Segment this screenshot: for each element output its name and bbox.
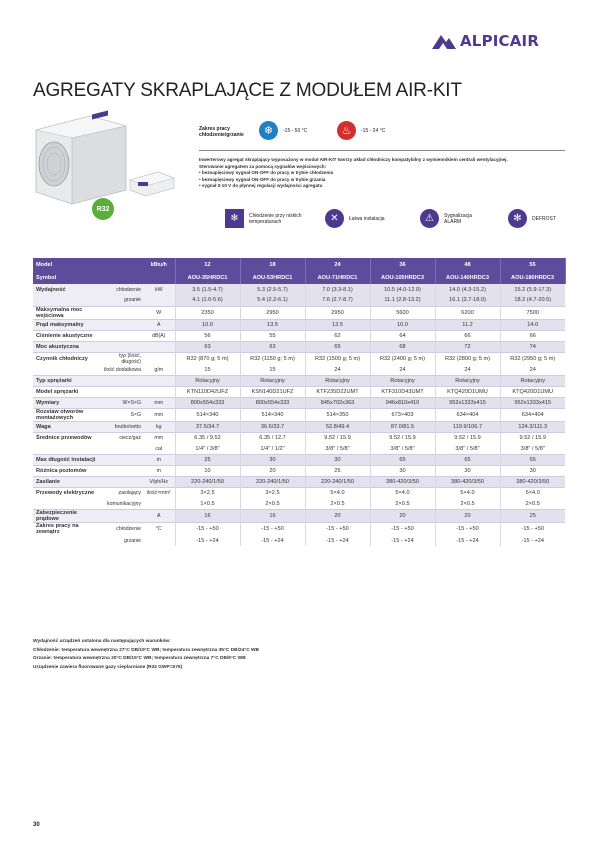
table-cell: R32 (2400 g; 5 m) — [370, 352, 435, 365]
row-sublabel: ilość dodatkowa — [104, 366, 141, 373]
row-sublabel: W×S×G — [99, 398, 143, 409]
table-cell: 30 — [240, 455, 305, 466]
row-label: Rozstaw otworów montażowych — [33, 409, 99, 422]
table-cell: Rotacyjny — [500, 376, 565, 387]
table-cell: 25 — [175, 455, 240, 466]
row-label: Wydajność — [33, 284, 99, 295]
table-cell: 25 — [305, 466, 370, 477]
table-cell: 66 — [435, 330, 500, 341]
table-cell: 74 — [500, 341, 565, 352]
row-label: Moc akustyczna — [33, 341, 99, 352]
alarm-icon: ⚠ — [420, 209, 439, 228]
row-unit — [143, 387, 175, 398]
table-cell: KTF235D22UMT — [305, 387, 370, 398]
row-unit: °C — [143, 523, 175, 536]
table-cell: 68 — [370, 341, 435, 352]
feature-text: Chłodzenie przy niskich temperaturach — [249, 212, 302, 225]
table-cell: 2950 — [305, 306, 370, 319]
header-cell: AOU-140HRDC3 — [435, 271, 500, 284]
table-cell: -15 - +50 — [500, 523, 565, 536]
row-sublabel — [99, 376, 143, 387]
table-cell: 65 — [305, 341, 370, 352]
row-unit — [143, 352, 175, 365]
table-cell: 10 — [175, 466, 240, 477]
table-cell: 3×2.5 — [175, 488, 240, 499]
row-unit: dB(A) — [143, 330, 175, 341]
table-cell: 15 — [240, 365, 305, 376]
table-cell: 380-420/3/50 — [500, 477, 565, 488]
table-cell: 36.6/33.7 — [240, 422, 305, 433]
table-cell: 10.5 (4.0-12.0) — [370, 284, 435, 295]
row-label — [33, 444, 99, 455]
table-row — [33, 330, 565, 341]
table-cell: 37.5/34.7 — [175, 422, 240, 433]
table-cell: 946x810x410 — [370, 398, 435, 409]
row-label: Przewody elektryczne — [33, 488, 99, 499]
row-sublabel — [99, 444, 143, 455]
table-cell: R32 (2950 g; 5 m) — [500, 352, 565, 365]
table-cell: 5×4.0 — [500, 488, 565, 499]
row-unit: cal — [155, 445, 163, 452]
row-unit: mm — [143, 398, 175, 409]
table-cell: 15 — [175, 365, 240, 376]
table-cell: 13.5 — [305, 319, 370, 330]
table-row — [33, 477, 565, 488]
table-cell: 2×0.5 — [305, 499, 370, 510]
range-cool — [259, 121, 307, 140]
refrigerant-badge: R32 — [92, 198, 114, 220]
table-cell: R32 (1500 g; 5 m) — [305, 352, 370, 365]
row-sublabel: brutto/netto — [99, 422, 143, 433]
table-cell: 65 — [500, 455, 565, 466]
table-row — [33, 306, 565, 319]
table-cell: 514×340 — [240, 409, 305, 422]
table-cell: 800x554x333 — [240, 398, 305, 409]
header-cell: 24 — [305, 258, 370, 271]
description-line: Inwerterowy agregat skraplający wyposażony w moduł AIR-KIT tworzy układ chłodniczy kompatybilny z wymiennikiem centrali wentylacyjnej. — [199, 157, 508, 162]
table-cell: 5.4 (2.2-6.1) — [240, 295, 305, 306]
header-cell: 36 — [370, 258, 435, 271]
flame-icon: ♨ — [337, 121, 356, 140]
row-label: Zasilanie — [33, 477, 99, 488]
table-cell: 220-240/1/50 — [240, 477, 305, 488]
table-cell: -15 - +24 — [175, 535, 240, 546]
row-sublabel — [99, 510, 143, 523]
row-label: Czynnik chłodniczy — [33, 352, 99, 365]
table-cell: KTQ420D1UMU — [435, 387, 500, 398]
header-cell: AOU-105HRDC3 — [370, 271, 435, 284]
table-cell: 6.35 / 9.52 — [175, 433, 240, 444]
table-cell: 634×404 — [500, 409, 565, 422]
table-row — [33, 376, 565, 387]
table-cell: 514×340 — [175, 409, 240, 422]
table-header-model — [33, 258, 565, 271]
row-unit: m — [143, 466, 175, 477]
table-cell: -15 - +50 — [370, 523, 435, 536]
table-cell: 65 — [370, 455, 435, 466]
footnotes — [33, 638, 259, 672]
table-row — [33, 365, 565, 376]
table-cell: R32 (2800 g; 5 m) — [435, 352, 500, 365]
table-cell: 3/8" / 5/8" — [435, 444, 500, 455]
header-cell: AOU-35HRDC1 — [175, 271, 240, 284]
row-unit: V/ph/Hz — [143, 477, 175, 488]
table-cell: -15 - +24 — [370, 535, 435, 546]
row-unit: A — [143, 510, 175, 523]
table-cell: 13.5 — [240, 319, 305, 330]
row-unit — [143, 376, 175, 387]
row-sublabel: zasilający — [99, 488, 143, 499]
row-label: Typ sprężarki — [33, 376, 99, 387]
spec-table — [33, 258, 566, 546]
description-line: Sterowanie agregatem za pomocą sygnałów wejściowych: — [199, 163, 327, 169]
table-cell: 9.52 / 15.9 — [500, 433, 565, 444]
row-sublabel — [99, 306, 143, 319]
table-cell: -15 - +50 — [305, 523, 370, 536]
table-cell: 2×0.5 — [435, 499, 500, 510]
feature-alarm — [420, 209, 482, 228]
table-cell: -15 - +50 — [175, 523, 240, 536]
mountain-logo-icon — [430, 31, 458, 51]
table-row — [33, 455, 565, 466]
row-label: Różnica poziomów — [33, 466, 99, 477]
row-unit: A — [143, 319, 175, 330]
table-cell: 119.9/106.7 — [435, 422, 500, 433]
feature-text: Sygnalizacja ALARM — [444, 212, 473, 225]
table-cell: 20 — [240, 466, 305, 477]
table-row — [33, 488, 565, 499]
snowflake-box-icon: ❄ — [225, 209, 244, 228]
table-cell: 5600 — [370, 306, 435, 319]
table-cell: 673×403 — [370, 409, 435, 422]
header-cell: AOU-71HRDC1 — [305, 271, 370, 284]
footnote: Urządzenie zawiera fluorowane gazy cieplarniane (R32 GWP=675) — [33, 664, 183, 670]
table-cell: -15 - +50 — [240, 523, 305, 536]
table-cell: 1/4" / 1/2" — [240, 444, 305, 455]
table-cell: 14.0 — [500, 319, 565, 330]
table-cell: 11.1 (2.8-13.2) — [370, 295, 435, 306]
table-cell: 63 — [240, 341, 305, 352]
table-cell: 5×4.0 — [305, 488, 370, 499]
table-cell: 2×0.5 — [500, 499, 565, 510]
defrost-icon: ✻ — [508, 209, 527, 228]
table-cell: 18.2 (4.7-20.5) — [500, 295, 565, 306]
table-cell: 220-240/1/50 — [305, 477, 370, 488]
table-cell: 3.5 (1.5-4.7) — [175, 284, 240, 295]
row-sublabel — [99, 455, 143, 466]
table-cell: Rotacyjny — [175, 376, 240, 387]
row-unit: mm — [143, 433, 175, 444]
table-cell: KTN110D42UFZ — [175, 387, 240, 398]
table-cell: 16.1 (3.7-18.0) — [435, 295, 500, 306]
feature-text: Łatwa instalacja — [349, 215, 385, 222]
table-cell: 65 — [435, 455, 500, 466]
header-cell: AOU-53HRDC1 — [240, 271, 305, 284]
row-unit: ilość×mm² — [143, 488, 175, 499]
table-cell: 5×4.0 — [435, 488, 500, 499]
table-cell: 66 — [500, 330, 565, 341]
table-cell: 7.0 (3.3-8.1) — [305, 284, 370, 295]
row-unit: m — [143, 455, 175, 466]
divider — [199, 150, 565, 151]
table-cell: 10.0 — [175, 319, 240, 330]
table-cell: -15 - +24 — [435, 535, 500, 546]
table-row — [33, 398, 565, 409]
table-header-symbol — [33, 271, 565, 284]
row-unit — [143, 295, 175, 306]
row-label — [33, 535, 99, 546]
table-cell: -15 - +24 — [305, 535, 370, 546]
table-cell: 52.8/49.4 — [305, 422, 370, 433]
header-cell: AOU-180HRDC3 — [500, 271, 565, 284]
table-cell: 16 — [175, 510, 240, 523]
row-label: Wymiary — [33, 398, 99, 409]
footnote: Wydajność urządzeń ustalona dla następujących warunków: — [33, 639, 171, 644]
header-cell: 55 — [500, 258, 565, 271]
feature-easy-install — [325, 209, 385, 228]
table-cell: 845x702x363 — [305, 398, 370, 409]
table-row — [33, 422, 565, 433]
row-sublabel: grzanie — [99, 295, 143, 306]
row-unit: W — [143, 306, 175, 319]
row-label: Ciśnienie akustyczne — [33, 330, 99, 341]
table-row — [33, 284, 565, 295]
table-cell: Rotacyjny — [305, 376, 370, 387]
table-cell: 72 — [435, 341, 500, 352]
row-label: Max długość instalacji — [33, 455, 99, 466]
row-label: Waga — [33, 422, 99, 433]
row-label: Średnice przewodów — [33, 433, 99, 444]
table-cell: KSN140D21UFZ — [240, 387, 305, 398]
table-cell: 514×350 — [305, 409, 370, 422]
table-cell: R32 (1150 g; 5 m) — [240, 352, 305, 365]
feature-defrost — [508, 209, 556, 228]
table-cell: KTQ420D1UMU — [500, 387, 565, 398]
header-cell: 18 — [240, 258, 305, 271]
table-row — [33, 444, 565, 455]
table-cell: 24 — [435, 365, 500, 376]
table-row — [33, 409, 565, 422]
row-label — [33, 499, 99, 510]
feature-text: DEFROST — [532, 215, 556, 222]
row-sublabel — [99, 341, 143, 352]
row-label: Prąd maksymalny — [33, 319, 99, 330]
row-unit: mm — [143, 409, 175, 422]
table-cell: KTF310D43UMT — [370, 387, 435, 398]
row-sublabel: ciecz/gaz — [99, 433, 143, 444]
table-cell: 800x554x333 — [175, 398, 240, 409]
table-cell: 24 — [500, 365, 565, 376]
table-cell: 15.2 (5.9-17.3) — [500, 284, 565, 295]
table-row — [33, 466, 565, 477]
table-cell: 10.0 — [370, 319, 435, 330]
row-label: Zakres pracy na zewnątrz — [33, 523, 99, 536]
description — [199, 157, 559, 190]
table-cell: 7500 — [500, 306, 565, 319]
table-cell: 24 — [370, 365, 435, 376]
row-sublabel — [99, 466, 143, 477]
table-cell: -15 - +24 — [240, 535, 305, 546]
brand-logo — [430, 30, 570, 52]
table-cell: 64 — [370, 330, 435, 341]
row-sublabel: S×G — [99, 409, 143, 422]
table-cell: 3×2.5 — [240, 488, 305, 499]
table-cell: 2350 — [175, 306, 240, 319]
table-cell: Rotacyjny — [370, 376, 435, 387]
table-cell: 2950 — [240, 306, 305, 319]
row-sublabel: typ (ilość, długość) — [99, 352, 143, 365]
row-sublabel: chłodzenie — [99, 523, 143, 536]
table-row — [33, 387, 565, 398]
range-cool-value: -15 - 50 °C — [283, 127, 308, 134]
range-heat-value: -15 - 24 °C — [361, 127, 386, 134]
table-cell: 2×0.5 — [240, 499, 305, 510]
condensing-unit-image — [30, 108, 180, 208]
table-row — [33, 523, 565, 536]
table-cell: Rotacyjny — [240, 376, 305, 387]
table-cell: 3/8" / 5/8" — [370, 444, 435, 455]
row-sublabel: grzanie — [123, 537, 141, 544]
table-cell: 62 — [305, 330, 370, 341]
header-cell: 48 — [435, 258, 500, 271]
row-sublabel — [99, 387, 143, 398]
table-row — [33, 535, 565, 546]
row-sublabel: komunikacyjny — [106, 500, 141, 507]
table-cell: 24 — [305, 365, 370, 376]
description-line: • beznapięciowy sygnał ON-OFF do pracy w trybie grzania — [199, 176, 326, 182]
table-cell: 380-420/3/50 — [435, 477, 500, 488]
table-cell: 952x1333x415 — [500, 398, 565, 409]
row-unit: kW — [143, 284, 175, 295]
table-cell: 952x1333x415 — [435, 398, 500, 409]
description-line: • sygnał 0-10 V do płynnej regulacji wydajności agregatu — [199, 183, 323, 189]
header-unit: kBtu/h — [143, 258, 175, 271]
row-unit: g/m — [154, 366, 164, 373]
table-row — [33, 352, 565, 365]
table-cell: 220-240/1/50 — [175, 477, 240, 488]
table-row — [33, 295, 565, 306]
table-cell: 9.52 / 15.9 — [435, 433, 500, 444]
range-heat — [337, 121, 385, 140]
header-label: Symbol — [33, 271, 99, 284]
brand-name: ALPICAIR — [460, 32, 540, 50]
table-cell: 9.52 / 15.9 — [370, 433, 435, 444]
footnote: Chłodzenie: temperatura wewnętrzna 27°C DB/19°C WB; temperatura zewnętrzna 35°C DB/24°C WB — [33, 647, 259, 653]
table-cell: 4.1 (1.0-5.6) — [175, 295, 240, 306]
row-sublabel: chłodzenie — [99, 284, 143, 295]
table-cell: 1/4" / 3/8" — [175, 444, 240, 455]
page-number: 30 — [33, 822, 40, 828]
table-cell: 124.3/111.3 — [500, 422, 565, 433]
row-unit: kg — [143, 422, 175, 433]
tool-icon: ✕ — [325, 209, 344, 228]
snowflake-icon: ❄ — [259, 121, 278, 140]
table-cell: 55 — [240, 330, 305, 341]
header-label: Model — [33, 258, 99, 271]
table-cell: -15 - +50 — [435, 523, 500, 536]
range-label: Zakres pracy chłodzenie/grzanie — [199, 126, 244, 138]
page-title: AGREGATY SKRAPLAJĄCE Z MODUŁEM AIR-KIT — [33, 80, 462, 101]
table-row — [33, 433, 565, 444]
table-cell: 11.2 — [435, 319, 500, 330]
row-label: Zabezpieczenie prądowe — [33, 510, 99, 523]
row-sublabel — [99, 477, 143, 488]
table-cell: 5.3 (2.5-5.7) — [240, 284, 305, 295]
table-row — [33, 341, 565, 352]
row-unit — [143, 341, 175, 352]
table-cell: 56 — [175, 330, 240, 341]
header-cell: 12 — [175, 258, 240, 271]
table-row — [33, 510, 565, 523]
table-cell: 3/8" / 5/8" — [500, 444, 565, 455]
table-cell: 20 — [370, 510, 435, 523]
row-sublabel — [99, 330, 143, 341]
table-cell: 6200 — [435, 306, 500, 319]
table-cell: 14.0 (4.3-15.2) — [435, 284, 500, 295]
row-unit — [143, 535, 175, 546]
table-cell: 30 — [370, 466, 435, 477]
table-cell: 16 — [240, 510, 305, 523]
table-row — [33, 499, 565, 510]
row-label — [33, 295, 99, 306]
table-cell: Rotacyjny — [435, 376, 500, 387]
table-cell: 63 — [175, 341, 240, 352]
table-cell: 20 — [435, 510, 500, 523]
table-cell: 380-420/3/50 — [370, 477, 435, 488]
row-sublabel — [99, 319, 143, 330]
description-line: • beznapięciowy sygnał ON-OFF do pracy w trybie chłodzenia — [199, 170, 334, 176]
table-cell: 30 — [500, 466, 565, 477]
table-cell: 20 — [305, 510, 370, 523]
table-cell: R32 (870 g; 5 m) — [175, 352, 240, 365]
table-cell: -15 - +24 — [500, 535, 565, 546]
row-label: Model sprężarki — [33, 387, 99, 398]
row-label — [33, 365, 99, 376]
table-cell: 3/8" / 5/8" — [305, 444, 370, 455]
table-cell: 30 — [435, 466, 500, 477]
feature-low-temp-cooling — [225, 209, 307, 228]
row-label: Maksymalna moc wejściowa — [33, 306, 99, 319]
table-cell: 30 — [305, 455, 370, 466]
table-row — [33, 319, 565, 330]
table-cell: 25 — [500, 510, 565, 523]
table-cell: 7.6 (2.7-8.7) — [305, 295, 370, 306]
table-cell: 9.52 / 15.9 — [305, 433, 370, 444]
table-cell: 1×0.5 — [175, 499, 240, 510]
row-unit — [143, 499, 175, 510]
table-cell: 5×4.0 — [370, 488, 435, 499]
table-cell: 6.35 / 12.7 — [240, 433, 305, 444]
table-cell: 634×404 — [435, 409, 500, 422]
table-cell: 87.0/81.5 — [370, 422, 435, 433]
table-cell: 2×0.5 — [370, 499, 435, 510]
footnote: Grzanie: temperatura wewnętrzna 20°C DB/15°C WB; temperatura zewnętrzna 7°C DB/6°C WB — [33, 656, 246, 662]
